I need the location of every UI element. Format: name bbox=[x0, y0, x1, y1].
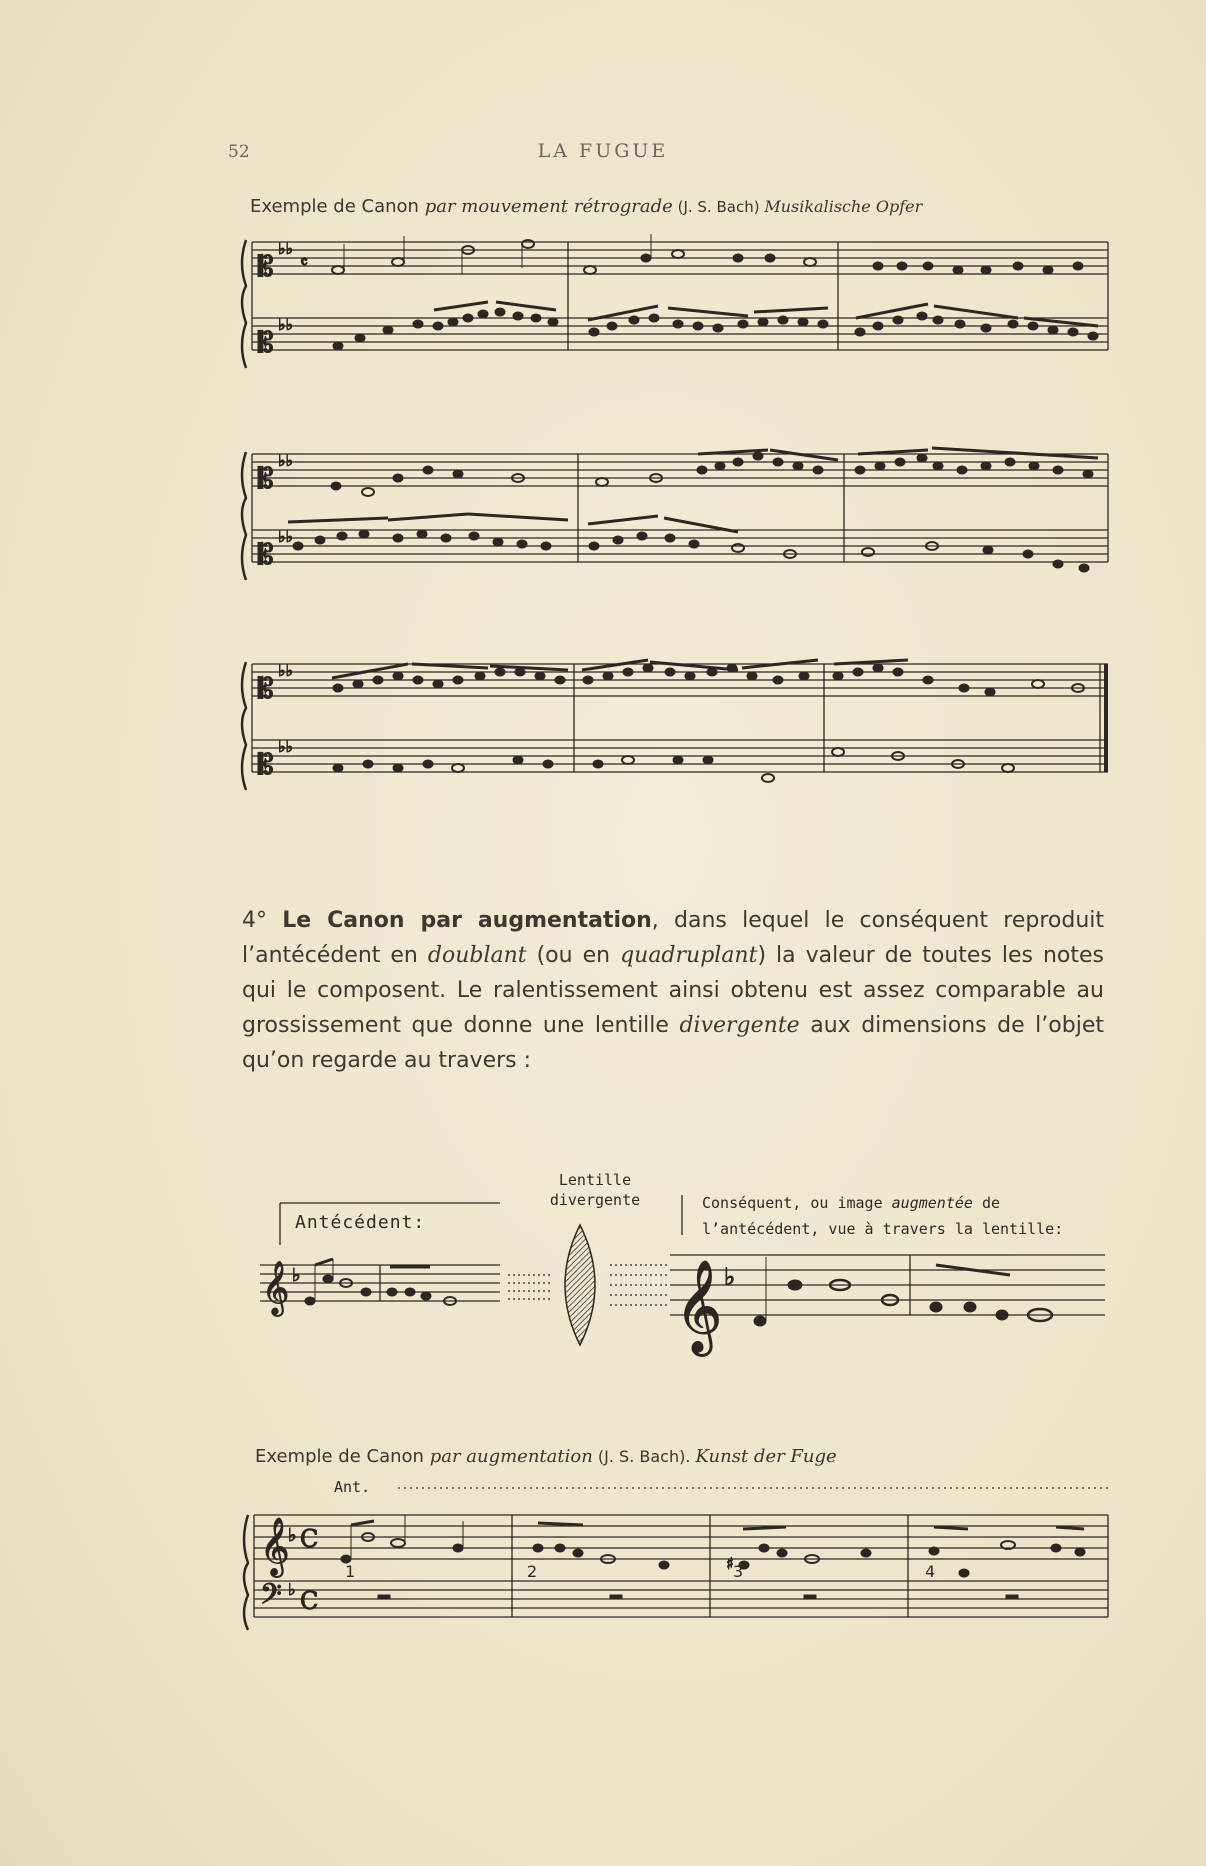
svg-text:♭♭: ♭♭ bbox=[278, 315, 294, 334]
consequent-em: augmentée bbox=[891, 1194, 973, 1212]
paragraph-text-1: , dans lequel le conséquent reproduit l’antécédent en bbox=[242, 908, 1104, 968]
measure-number-1: 1 bbox=[345, 1562, 356, 1581]
treble-clef-large-icon: 𝄞 bbox=[675, 1259, 723, 1352]
paragraph-text-3: ) la valeur de toutes les notes qui le composent. Le ralentissement ainsi obtenu est assez comparable au grossissement que donne une lentille bbox=[242, 943, 1105, 1038]
svg-text:𝄡: 𝄡 bbox=[258, 250, 274, 283]
svg-text:♭♭: ♭♭ bbox=[278, 451, 294, 470]
retrograde-canon-system-3 bbox=[238, 650, 1118, 800]
svg-text:♭♭: ♭♭ bbox=[278, 737, 294, 756]
treble-clef-icon: 𝄞 bbox=[260, 1517, 290, 1575]
page-number: 52 bbox=[228, 142, 250, 162]
augmentation-paragraph bbox=[242, 903, 1104, 1078]
measure-number-2: 2 bbox=[527, 1562, 538, 1581]
example-1-work: Musikalische Opfer bbox=[764, 197, 923, 216]
antecedent-label: Antécédent: bbox=[295, 1212, 426, 1233]
paragraph-em-3: divergente bbox=[679, 1013, 800, 1038]
augmentation-canon-system bbox=[238, 1485, 1118, 1635]
svg-text:♭: ♭ bbox=[288, 1525, 297, 1546]
consequent-text-1: Conséquent, ou image bbox=[702, 1194, 892, 1212]
svg-text:♭: ♭ bbox=[292, 1265, 301, 1286]
svg-text:𝄡: 𝄡 bbox=[258, 462, 274, 495]
example-1-caption bbox=[250, 196, 922, 217]
paragraph-number: 4° bbox=[242, 908, 283, 933]
measure-number-4: 4 bbox=[925, 1562, 936, 1581]
example-2-prefix: Exemple de Canon bbox=[255, 1446, 430, 1467]
example-1-attribution: (J. S. Bach) bbox=[672, 198, 765, 216]
example-2-caption bbox=[255, 1446, 837, 1467]
running-title: LA FUGUE bbox=[537, 140, 669, 162]
example-1-technique: par mouvement rétrograde bbox=[424, 196, 673, 217]
lens-label-line-1: Lentille bbox=[558, 1171, 632, 1189]
ant-label: Ant. bbox=[334, 1478, 371, 1496]
bass-clef-icon: 𝄢 bbox=[260, 1578, 282, 1618]
retrograde-canon-system-2 bbox=[238, 440, 1118, 590]
svg-text:♭♭: ♭♭ bbox=[278, 239, 294, 258]
svg-text:𝄡: 𝄡 bbox=[258, 538, 274, 571]
example-1-prefix: Exemple de Canon bbox=[250, 196, 425, 217]
svg-text:♯: ♯ bbox=[726, 1554, 734, 1573]
svg-text:♭: ♭ bbox=[724, 1263, 736, 1291]
upper-notes bbox=[332, 234, 1083, 274]
example-2-work: Kunst der Fuge bbox=[695, 1446, 837, 1467]
lens-diagram bbox=[250, 1195, 1110, 1365]
svg-text:𝄡: 𝄡 bbox=[258, 326, 274, 359]
paragraph-lead: Le Canon par augmentation bbox=[282, 908, 652, 933]
lens-label-line-2: divergente bbox=[549, 1191, 641, 1209]
divergent-lens-icon bbox=[565, 1225, 595, 1345]
svg-text:C: C bbox=[300, 1587, 319, 1615]
svg-text:𝄡: 𝄡 bbox=[258, 672, 274, 705]
svg-text:C: C bbox=[300, 1525, 319, 1553]
example-2-attribution: (J. S. Bach). bbox=[592, 1447, 696, 1466]
svg-text:♭♭: ♭♭ bbox=[278, 661, 294, 680]
example-2-technique: par augmentation bbox=[429, 1446, 593, 1467]
svg-text:♭: ♭ bbox=[288, 1580, 296, 1599]
svg-text:𝄴: 𝄴 bbox=[300, 252, 309, 273]
retrograde-canon-system-1 bbox=[238, 228, 1118, 378]
paragraph-em-2: quadruplant bbox=[620, 943, 758, 968]
consequent-text-2: de bbox=[972, 1194, 1001, 1212]
svg-text:♭♭: ♭♭ bbox=[278, 527, 294, 546]
measure-number-3: 3 bbox=[733, 1562, 744, 1581]
consequent-text-3: l’antécédent, vue à travers la lentille: bbox=[702, 1220, 1064, 1238]
treble-clef-icon: 𝄞 bbox=[262, 1260, 290, 1314]
svg-text:𝄡: 𝄡 bbox=[258, 748, 274, 781]
paragraph-em-1: doublant bbox=[427, 943, 527, 968]
paragraph-text-2: (ou en bbox=[526, 943, 621, 968]
paragraph-text-4: aux dimensions de l’objet qu’on regarde au travers : bbox=[242, 1013, 1104, 1073]
